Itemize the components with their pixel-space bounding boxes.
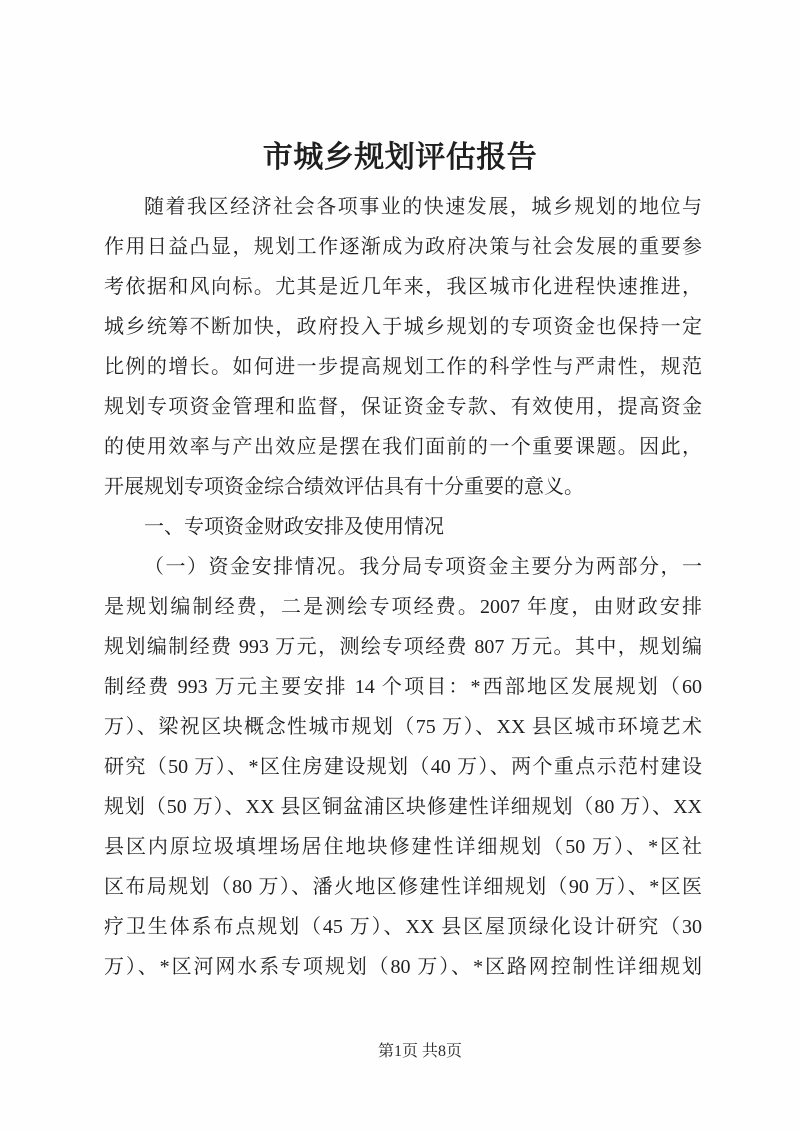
- text-line: 疗卫生体系布点规划（45 万）、XX 县区屋顶绿化设计研究（30: [104, 916, 702, 938]
- text-line: 万）、*区河网水系专项规划（80 万）、*区路网控制性详细规划: [104, 956, 702, 978]
- page-footer: 第1页 共8页: [377, 1043, 462, 1060]
- document-body: [104, 187, 702, 987]
- paragraph-funding: [104, 547, 702, 987]
- text-line: 的使用效率与产出效应是摆在我们面前的一个重要课题。因此，: [104, 436, 702, 458]
- paragraph-intro: [104, 187, 702, 507]
- text-line: 规划（50 万）、XX 县区铜盆浦区块修建性详细规划（80 万）、XX: [104, 796, 702, 818]
- text-line: 考依据和风向标。尤其是近几年来，我区城市化进程快速推进，: [104, 276, 702, 298]
- text-line: 万）、梁祝区块概念性城市规划（75 万）、XX 县区城市环境艺术: [104, 716, 702, 738]
- text-line: 作用日益凸显，规划工作逐渐成为政府决策与社会发展的重要参: [104, 236, 702, 258]
- text-line: 县区内原垃圾填埋场居住地块修建性详细规划（50 万）、*区社: [104, 836, 702, 858]
- text-line: 随着我区经济社会各项事业的快速发展，城乡规划的地位与: [144, 196, 702, 218]
- text-line: 研究（50 万）、*区住房建设规划（40 万）、两个重点示范村建设: [104, 756, 702, 778]
- text-line: 规划专项资金管理和监督，保证资金专款、有效使用，提高资金: [104, 396, 702, 418]
- text-line: 是规划编制经费，二是测绘专项经费。2007 年度，由财政安排: [104, 596, 702, 618]
- text-line: 城乡统筹不断加快，政府投入于城乡规划的专项资金也保持一定: [104, 316, 702, 338]
- text-line: 比例的增长。如何进一步提高规划工作的科学性与严肃性，规范: [104, 356, 702, 378]
- text-line: 制经费 993 万元主要安排 14 个项目：*西部地区发展规划（60: [104, 676, 702, 698]
- section-heading-1: 一、专项资金财政安排及使用情况: [144, 516, 444, 538]
- text-line: 规划编制经费 993 万元，测绘专项经费 807 万元。其中，规划编: [104, 636, 702, 658]
- text-line: （一）资金安排情况。我分局专项资金主要分为两部分，一: [144, 556, 702, 578]
- text-line: 开展规划专项资金综合绩效评估具有十分重要的意义。: [104, 476, 584, 498]
- text-line: 区布局规划（80 万）、潘火地区修建性详细规划（90 万）、*区医: [104, 876, 702, 898]
- document-title: 市城乡规划评估报告: [262, 141, 538, 174]
